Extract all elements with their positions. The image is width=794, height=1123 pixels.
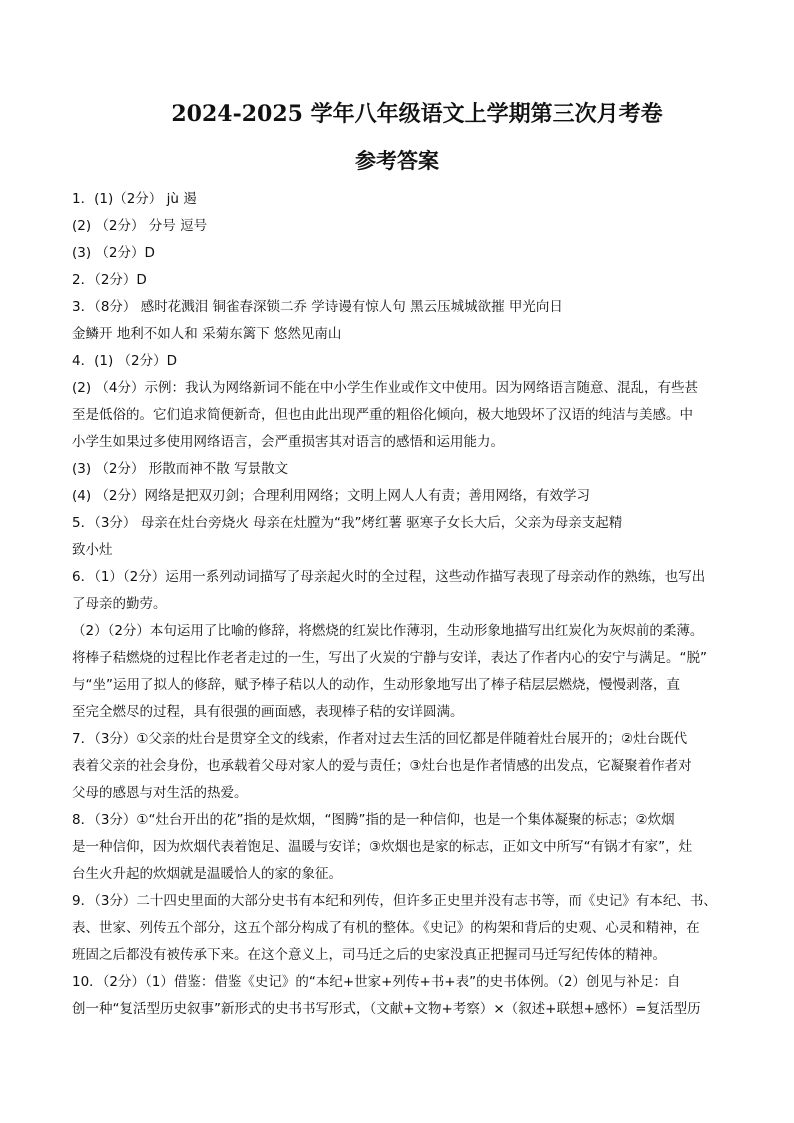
answer-line: 1．(1)（2分） jù 遏	[72, 191, 197, 207]
answer-line: (3) （2分）D	[72, 245, 155, 261]
answer-line: (2) （2分） 分号 逗号	[72, 218, 208, 234]
answer-line: 与“坐”运用了拟人的修辞，赋予棒子秸以人的动作，生动形象地写出了棒子秸层层燃烧，慢慢剥落，直	[72, 677, 680, 693]
answer-line: 8．（3分）①“灶台开出的花”指的是炊烟，“图腾”指的是一种信仰，也是一个集体凝聚的标志；②炊烟	[72, 812, 675, 828]
answer-line: 父母的感恩与对生活的热爱。	[72, 785, 248, 801]
document-subtitle: 参考答案	[355, 148, 439, 173]
answer-line: 2．（2分）D	[72, 272, 147, 288]
answer-line: （2）（2分）本句运用了比喻的修辞，将燃烧的红炭比作薄羽，生动形象地描写出红炭化为灰烬前的柔薄。	[72, 623, 704, 639]
answer-line: 6．（1）（2分）运用一系列动词描写了母亲起火时的全过程，这些动作描写表现了母亲动作的熟练，也写出	[72, 569, 706, 585]
answer-line: 7．（3分）①父亲的灶台是贯穿全文的线索，作者对过去生活的回忆都是伴随着灶台展开的；②灶台既代	[72, 731, 688, 747]
answer-line: 班固之后都没有被传承下来。在这个意义上，司马迁之后的史家没真正把握司马迁写纪传体的精神。	[72, 947, 666, 963]
answer-line: 至是低俗的。它们追求简便新奇，但也由此出现严重的粗俗化倾向，极大地毁坏了汉语的纯洁与美感。中	[72, 407, 693, 423]
answer-line: 表着父亲的社会身份，也承载着父母对家人的爱与责任；③灶台也是作者情感的出发点，它凝聚着作者对	[72, 758, 692, 774]
answer-line: 5．（3分） 母亲在灶台旁烧火 母亲在灶膛为“我”烤红薯 驱寒子女长大后，父亲为母亲支起精	[72, 515, 623, 531]
answer-line: 至完全燃尽的过程，具有很强的画面感，表现棒子秸的安详圆满。	[72, 704, 464, 720]
answer-line: 是一种信仰，因为炊烟代表着饱足、温暖与安详；③炊烟也是家的标志，正如文中所写“有锅才有家”，灶	[72, 839, 693, 855]
answer-line: 了母亲的勤劳。	[72, 596, 167, 612]
answer-line: 小学生如果过多使用网络语言，会严重损害其对语言的感悟和运用能力。	[72, 434, 504, 450]
answer-body	[72, 186, 724, 1023]
answer-line: (3) （2分） 形散而神不散 写景散文	[72, 461, 289, 477]
answer-line: 金鳞开 地利不如人和 采菊东篱下 悠然见南山	[72, 326, 342, 342]
answer-line: 3．（8分） 感时花溅泪 铜雀春深锁二乔 学诗谩有惊人句 黑云压城城欲摧 甲光向日	[72, 299, 563, 315]
answer-line: (4) （2分）网络是把双刃剑；合理利用网络；文明上网人人有责；善用网络，有效学习	[72, 488, 591, 504]
document-title: 2024-2025 学年八年级语文上学期第三次月考卷	[171, 101, 663, 127]
answer-line: 9．（3分）二十四史里面的大部分史书有本纪和列传，但许多正史里并没有志书等，而《史记》有本纪、书、	[72, 893, 717, 909]
answer-line: 台生火升起的炊烟就是温暖恰人的家的象征。	[72, 866, 342, 882]
answer-line: (2) （4分）示例：我认为网络新词不能在中小学生作业或作文中使用。因为网络语言随意、混乱，有些甚	[72, 380, 699, 396]
answer-line: 将棒子秸燃烧的过程比作老者走过的一生，写出了火炭的宁静与安详，表达了作者内心的安宁与满足。“脱”	[72, 650, 707, 666]
answer-line: 4．(1) （2分）D	[72, 353, 177, 369]
answer-line: 10．（2分）（1）借鉴：借鉴《史记》的“本纪+世家+列传+书+表”的史书体例。（2）创见与补足：自	[72, 974, 681, 990]
answer-line: 致小灶	[72, 542, 113, 558]
answer-line: 表、世家、列传五个部分，这五个部分构成了有机的整体。《史记》的构架和背后的史观、心灵和精神，在	[72, 920, 700, 936]
answer-line: 创一种“复活型历史叙事”新形式的史书书写形式，（文献+文物+考察）×（叙述+联想+感怀）=复活型历	[72, 1001, 701, 1017]
